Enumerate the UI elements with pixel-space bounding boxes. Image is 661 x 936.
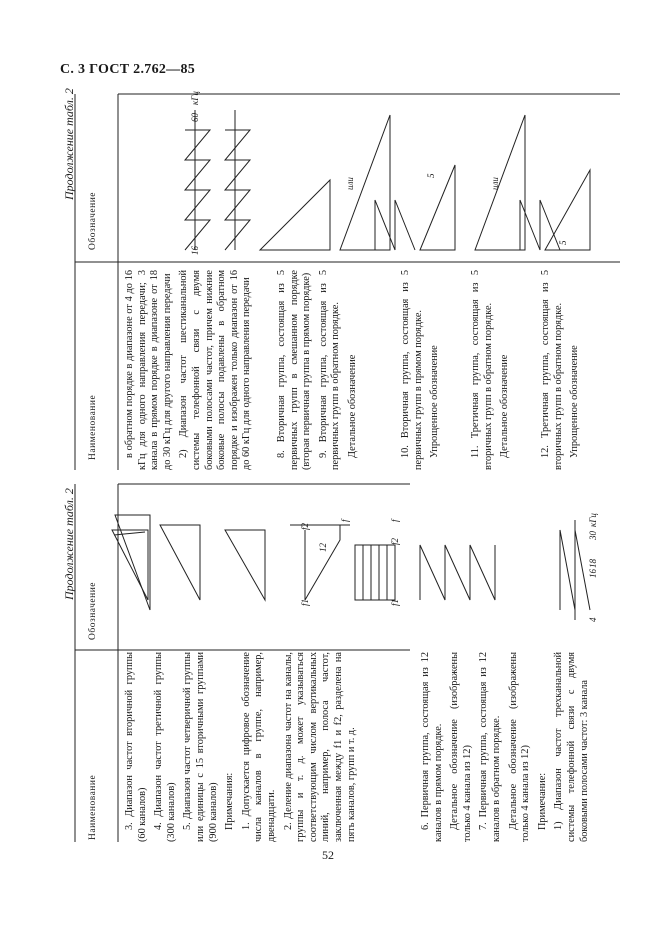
label-18: 18 <box>588 559 598 568</box>
left-row-6-detail: Детальное обозначение (изображены только 4 канала из 12) <box>449 652 473 842</box>
label-f2-b: f2 <box>390 537 400 545</box>
right-col-symbol-header: Обозначение <box>88 192 98 250</box>
right-table-body-5 <box>540 270 586 470</box>
right-row-11: 11. Третичная группа, состоящая из 5 вторичных групп в обратном порядке. <box>470 270 494 470</box>
right-table-body <box>124 270 258 470</box>
label-f1-a: f1 <box>300 598 310 606</box>
right-row-2: 2) Диапазон частот шестиканальной системы телефонной связи с двумя боковыми полосами частот, причем нижние боковые полосы подавлены в обратном порядке и изображен только диапазон от 16 до 60 кГц для одного направления передачи <box>178 270 253 470</box>
label-5-b: 5 <box>558 240 568 245</box>
right-row-9: 9. Вторичная группа, состоящая из 5 первичных групп в обратном порядке. <box>317 270 342 470</box>
right-table-body-4 <box>470 270 516 470</box>
label-khz-a: кГц <box>588 513 598 527</box>
left-notes2-title: Примечание: <box>536 772 548 830</box>
label-f2-a: f2 <box>300 522 310 530</box>
left-table-body <box>124 652 362 842</box>
right-row-11-detail: Детальное обозначение <box>499 354 511 458</box>
right-row-cont: в обратном порядке в диапазоне от 4 до 16 кГц для одного направления передачи; 3 канала в прямом порядке в диапазоне от 18 до 30 кГц для другого направления передачи <box>124 270 173 470</box>
label-ili-2: или <box>490 177 500 190</box>
right-row-10-simple: Упрощенное обозначение <box>429 345 441 458</box>
left-col-name-header: Наименование <box>88 774 98 840</box>
right-continuation: Продолжение табл. 2 <box>62 88 76 200</box>
label-12: 12 <box>318 543 328 552</box>
label-5-a: 5 <box>426 173 436 178</box>
right-table-body-2 <box>276 270 364 470</box>
right-table-body-3 <box>400 270 446 470</box>
label-16-b: 16 <box>190 246 200 255</box>
page-number: 52 <box>322 848 334 862</box>
left-continuation: Продолжение табл. 2 <box>62 488 76 600</box>
page-header: С. 3 ГОСТ 2.762—85 <box>60 62 196 77</box>
left-note-1: 1. Допускается цифровое обозначение числа каналов в группе, например, двенадцати. <box>240 652 277 842</box>
right-row-10: 10. Вторичная группа, состоящая из 5 первичных групп в прямом порядке. <box>400 270 424 470</box>
label-f-a: f <box>340 519 350 522</box>
label-f1-b: f1 <box>390 598 400 606</box>
label-ili-1: или <box>345 177 355 190</box>
label-16: 16 <box>588 569 598 578</box>
right-row-12-simple: Упрощенное обозначение <box>569 345 581 458</box>
right-row-8: 8. Вторичная группа, состоящая из 5 первичных групп в смешанном порядке (вторая первичная группа в прямом порядке) <box>276 270 313 470</box>
label-khz-b: кГц <box>190 91 200 105</box>
left-table-body-2 <box>420 652 595 842</box>
right-row-12: 12. Третичная группа, состоящая из 5 вторичных групп в обратном порядке. <box>540 270 564 470</box>
left-row-6: 6. Первичная группа, состоящая из 12 каналов в прямом порядке. <box>420 652 444 842</box>
label-4: 4 <box>588 617 598 622</box>
left-row-4: 4. Диапазон частот третичной группы (300 каналов) <box>153 652 177 842</box>
label-60: 60 <box>190 113 200 122</box>
right-col-name-header: Наименование <box>88 394 98 460</box>
left-row-7-detail: Детальное обозначение (изображены только 4 канала из 12) <box>507 652 532 842</box>
left-notes-title: Примечания: <box>224 772 236 830</box>
left-note-2: 2. Деление диапазона частот на каналы, группы и т. д. может указываться соответствующим числом вертикальных линий, например, полоса частот, заключенная между f1 и f2, разделена на пять каналов, групп и т. д. <box>282 652 357 842</box>
left-row-7: 7. Первичная группа, состоящая из 12 каналов в обратном порядке. <box>478 652 502 842</box>
label-30: 30 <box>588 531 598 540</box>
right-row-9-detail: Детальное обозначение <box>346 354 358 458</box>
left-row-3: 3. Диапазон частот вторичной группы (60 каналов) <box>124 652 148 842</box>
label-f-b: f <box>390 519 400 522</box>
left-col-symbol-header: Обозначение <box>88 582 98 640</box>
left-row-5: 5. Диапазон частот четверичной группы или единицы с 15 вторичными группами (900 каналов) <box>182 652 219 842</box>
left-notes2: 1) Диапазон частот трехканальной системы телефонной связи с двумя боковыми полосами частот: 3 канала <box>553 652 590 842</box>
